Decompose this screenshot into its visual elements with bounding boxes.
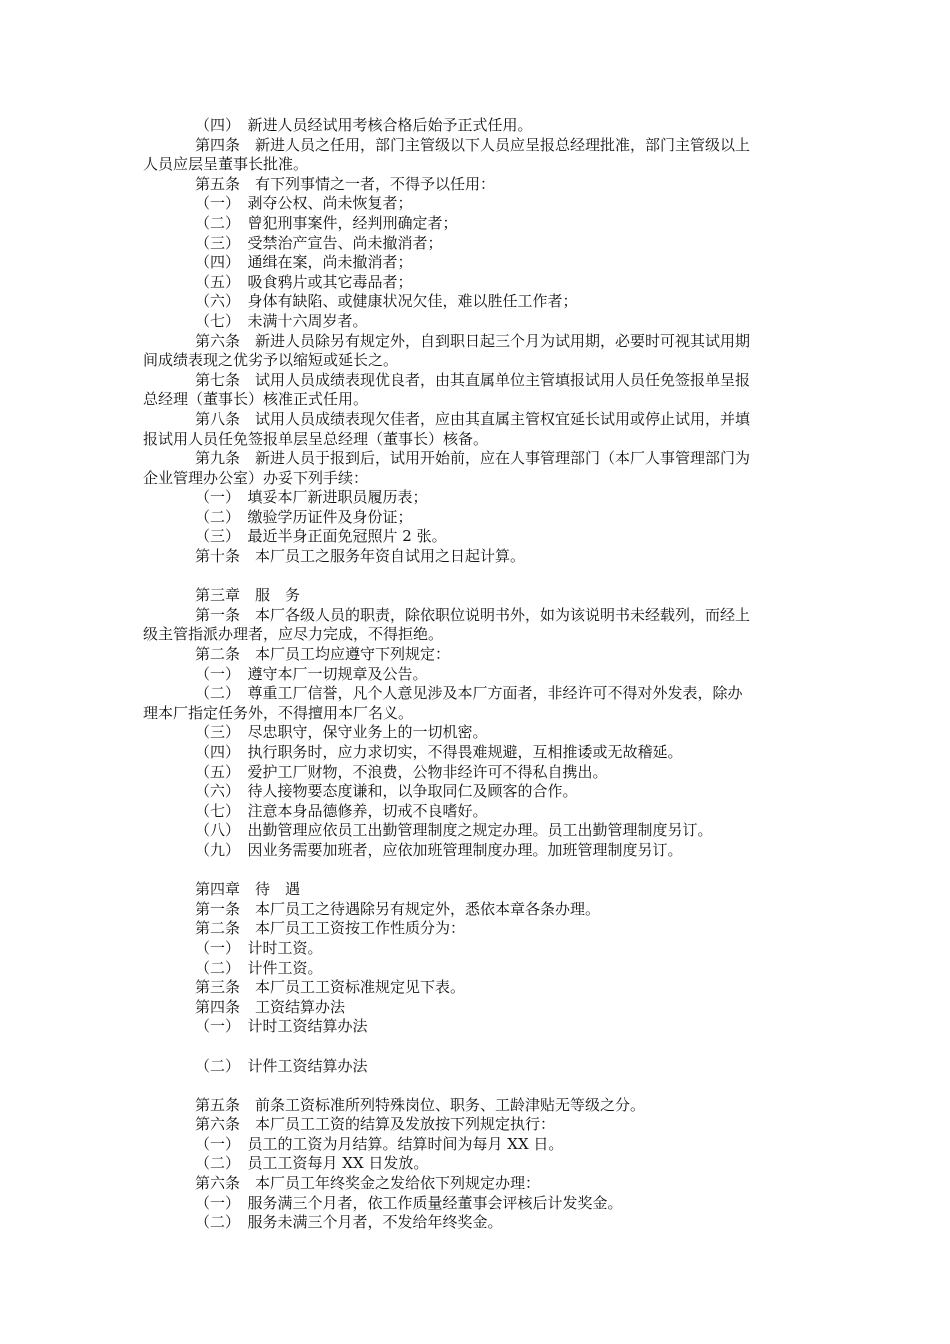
text-line: （一） 员工的工资为月结算。结算时间为每月 XX 日。 [195,1134,564,1153]
text-line: （四） 执行职务时，应力求切实，不得畏难规避，互相推诿或无故稽延。 [195,743,683,761]
text-line: （七） 注意本身品德修养，切戒不良嗜好。 [195,801,488,820]
text-line: 第五条 有下列事情之一者，不得予以任用： [195,174,496,193]
text-line: 第一条 本厂员工之待遇除另有规定外，悉依本章各条办理。 [195,899,601,918]
text-line: 总经理（董事长）核准正式任用。 [143,390,369,409]
text-line: 第八条 试用人员成绩表现欠佳者，应由其直属主管权宜延长试用或停止试用，并填 [195,409,751,428]
text-line: 报试用人员任免签报单层呈总经理（董事长）核备。 [143,429,489,448]
document-body [143,116,806,1233]
blank-line [143,1037,806,1057]
text-line: （一） 计时工资结算办法 [195,1017,368,1036]
text-line: （一） 填妥本厂新进职员履历表； [195,488,428,507]
text-line: 第六条 新进人员除另有规定外，自到职日起三个月为试用期，必要时可视其试用期 [195,331,751,350]
text-line: （三） 尽忠职守，保守业务上的一切机密。 [195,723,488,742]
text-line: 第九条 新进人员于报到后，试用开始前，应在人事管理部门（本厂人事管理部门为 [195,449,751,468]
text-line: （六） 身体有缺陷、或健康状况欠佳，难以胜任工作者； [195,292,578,311]
text-line: （二） 曾犯刑事案件，经判刑确定者； [195,213,458,232]
text-line: 第六条 本厂员工年终奖金之发给依下列规定办理： [195,1174,541,1193]
text-line: （四） 新进人员经试用考核合格后始予正式任用。 [195,116,533,134]
text-line: （一） 遵守本厂一切规章及公告。 [195,664,428,683]
text-line: （五） 爱护工厂财物，不浪费，公物非经许可不得私自携出。 [195,762,608,781]
text-line: 第十条 本厂员工之服务年资自试用之日起计算。 [195,547,526,566]
text-line: 第二条 本厂员工均应遵守下列规定： [195,645,451,664]
blank-line [143,861,806,881]
text-line: 第二条 本厂员工工资按工作性质分为： [195,919,466,938]
text-line: （一） 剥夺公权、尚未恢复者； [195,194,413,213]
text-line: （三） 最近半身正面免冠照片 2 张。 [195,527,447,546]
text-line: （九） 因业务需要加班者，应依加班管理制度办理。加班管理制度另订。 [195,840,683,859]
text-line: （二） 尊重工厂信誉，凡个人意见涉及本厂方面者，非经许可不得对外发表，除办 [195,684,743,703]
text-line: 理本厂指定任务外，不得擅用本厂名义。 [143,703,414,722]
text-line: （四） 通缉在案，尚未撤消者； [195,253,413,272]
text-line: 第三章 服 务 [195,586,301,605]
text-line: （三） 受禁治产宣告、尚未撤消者； [195,233,443,252]
text-line: （二） 计件工资。 [195,958,323,977]
text-line: （一） 服务满三个月者，依工作质量经董事会评核后计发奖金。 [195,1193,623,1212]
text-line: 第六条 本厂员工工资的结算及发放按下列规定执行： [195,1115,556,1134]
text-line: （二） 服务未满三个月者，不发给年终奖金。 [195,1213,503,1232]
text-line: （一） 计时工资。 [195,938,323,957]
text-line: 企业管理办公室）办妥下列手续： [143,468,369,487]
blank-line [143,567,806,587]
text-line: 第三条 本厂员工工资标准规定见下表。 [195,978,466,997]
text-line: 第四条 工资结算办法 [195,997,346,1016]
blank-line [143,1076,806,1096]
text-line: 间成绩表现之优劣予以缩短或延长之。 [143,351,399,370]
text-line: （二） 员工工资每月 XX 日发放。 [195,1154,429,1173]
text-line: （二） 缴验学历证件及身份证； [195,507,413,526]
text-line: （六） 待人接物要态度谦和，以争取同仁及顾客的合作。 [195,782,578,801]
text-line: 人员应层呈董事长批准。 [143,155,309,174]
text-line: 第七条 试用人员成绩表现优良者，由其直属单位主管填报试用人员任免签报单呈报 [195,370,751,389]
text-line: （五） 吸食鸦片或其它毒品者； [195,272,413,291]
text-line: （七） 未满十六周岁者。 [195,311,368,330]
text-line: 第一条 本厂各级人员的职责，除依职位说明书外，如为该说明书未经载列，而经上 [195,605,751,624]
text-line: 级主管指派办理者，应尽力完成，不得拒绝。 [143,625,444,644]
text-line: 第四章 待 遇 [195,880,301,899]
text-line: 第五条 前条工资标准所列特殊岗位、职务、工龄津贴无等级之分。 [195,1095,646,1114]
text-line: 第四条 新进人员之任用，部门主管级以下人员应呈报总经理批准，部门主管级以上 [195,135,751,154]
text-line: （八） 出勤管理应依员工出勤管理制度之规定办理。员工出勤管理制度另订。 [195,821,713,840]
text-line: （二） 计件工资结算办法 [195,1056,368,1075]
